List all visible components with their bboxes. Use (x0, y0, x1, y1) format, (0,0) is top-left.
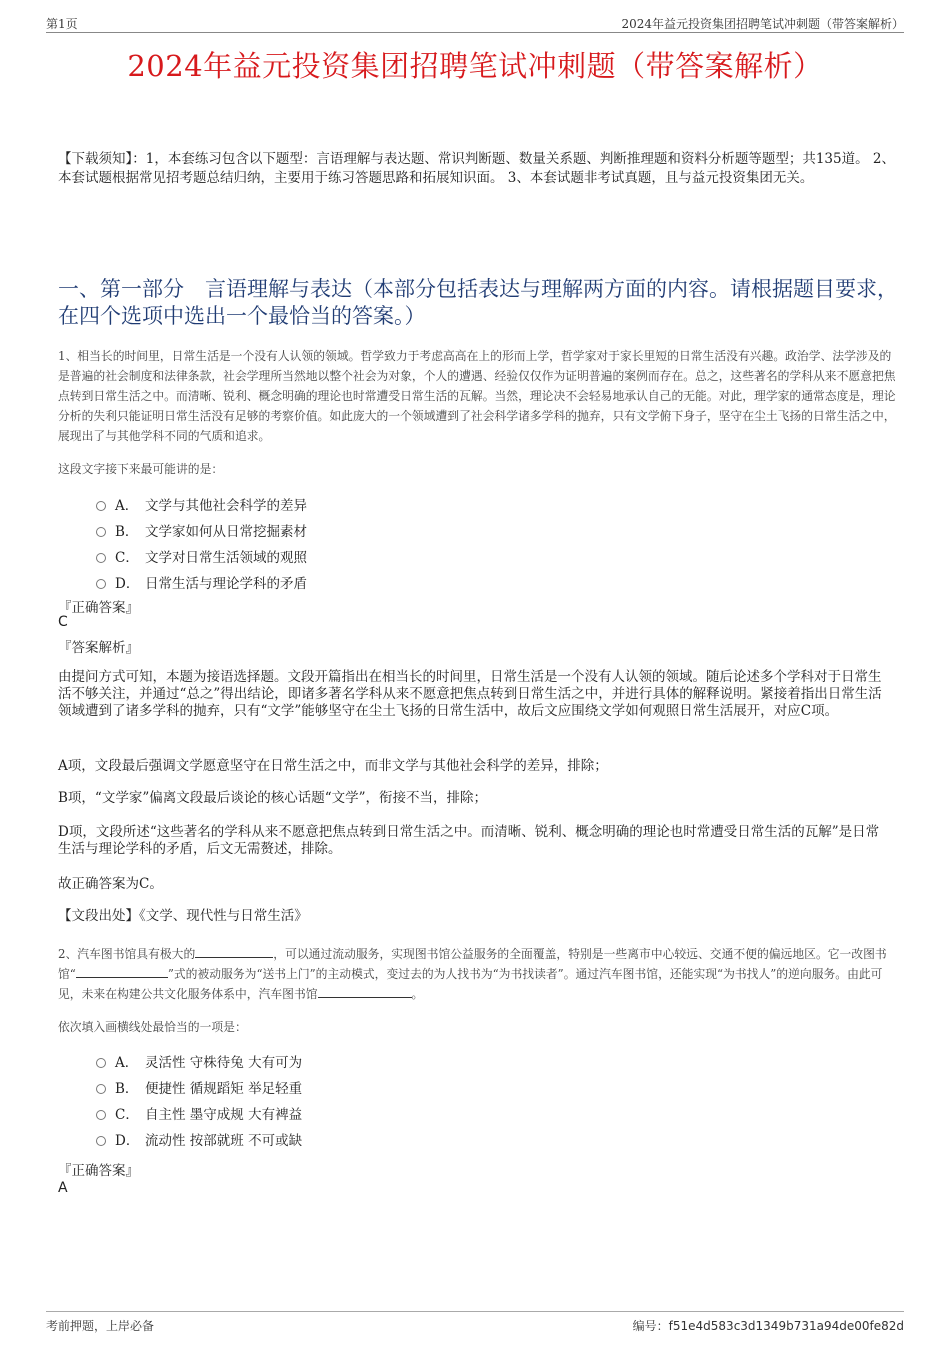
question-1-stem: 1、相当长的时间里，日常生活是一个没有人认领的领域。哲学致力于考虑高高在上的形而上学，哲学家对于家长里短的日常生活没有兴趣。政治学、法学涉及的是普遍的社会制度和法律条款，社会学理所当然地以整个社会为对象，个人的遭遇、经验仅仅作为证明普遍的案例而存在。总之，这些著名的学科从来不愿意把焦点转到日常生活之中。而清晰、锐利、概念明确的理论也时常遭受日常生活的瓦解。当然，理论决不会轻易地承认自己的无能。对此，理学家的通常态度是，理论分析的失利只能证明日常生活没有足够的考察价值。如此庞大的一个领域遭到了社会科学诸多学科的抛弃，只有文学俯下身子，坚守在尘土飞扬的日常生活之中，展现出了与其他学科不同的气质和追求。 (58, 349, 896, 443)
option-key: C． (115, 550, 139, 566)
fill-blank (76, 965, 168, 978)
q2-option-b[interactable] (96, 1079, 302, 1099)
document-title: 2024年益元投资集团招聘笔试冲刺题（带答案解析） (127, 49, 823, 83)
q1-source: 【文段出处】《文学、现代性与日常生活》 (58, 908, 308, 924)
q1-option-c[interactable] (96, 548, 307, 568)
page-footer (46, 1311, 904, 1334)
radio-icon[interactable] (96, 501, 106, 511)
radio-icon[interactable] (96, 1084, 106, 1094)
option-key: D． (115, 576, 140, 592)
stem-text: ”式的被动服务为“送书上门”的主动模式，变过去的为人找书为“为书找读者”。通过汽车图书馆，还能实现“为书找人”的逆向服务。由此可见，未来在构建公共文化服务体系中，汽车图书馆 (58, 967, 883, 1001)
q1-analysis-paragraph: 由提问方式可知，本题为接语选择题。文段开篇指出在相当长的时间里，日常生活是一个没有人认领的领域。随后论述多个学科对于日常生活不够关注，并通过“总之”得出结论，即诸多著名学科从来不愿意把焦点转到日常生活之中，并进行具体的解释说明。紧接着指出日常生活领域遭到了诸多学科的抛弃，只有“文学”能够坚守在尘土飞扬的日常生活中，故后文应围绕文学如何观照日常生活展开，对应C项。 (58, 669, 882, 719)
option-text: 日常生活与理论学科的矛盾 (145, 576, 307, 592)
q1-analysis-label: 『答案解析』 (58, 640, 139, 656)
stem-text: 2、汽车图书馆具有极大的 (58, 947, 196, 961)
option-text: 文学与其他社会科学的差异 (145, 498, 307, 514)
option-key: C． (115, 1107, 139, 1123)
download-notice: 【下载须知】：1，本套练习包含以下题型：言语理解与表达题、常识判断题、数量关系题、判断推理题和资料分析题等题型；共135道。 2、本套试题根据常见招考题总结归纳，主要用于练习答题思路和拓展知识面。 3、本套试题非考试真题，且与益元投资集团无关。 (58, 151, 895, 186)
q1-option-d[interactable] (96, 574, 307, 594)
header-doc-title: 2024年益元投资集团招聘笔试冲刺题（带答案解析） (621, 17, 904, 31)
section-heading: 一、第一部分 言语理解与表达（本部分包括表达与理解两方面的内容。请根据题目要求，在四个选项中选出一个最恰当的答案。） (58, 277, 898, 328)
q2-answer: A (58, 1180, 68, 1196)
fill-blank (195, 945, 273, 958)
q2-answer-label: 『正确答案』 (58, 1163, 139, 1179)
question-2-prompt: 依次填入画横线处最恰当的一项是： (58, 1020, 247, 1034)
q2-option-a[interactable] (96, 1053, 302, 1073)
stem-text: 。 (411, 987, 424, 1001)
code-label: 编号： (632, 1319, 669, 1333)
question-1-prompt: 这段文字接下来最可能讲的是： (58, 462, 224, 476)
q1-analysis-paragraph: D项，文段所述“这些著名的学科从来不愿意把焦点转到日常生活之中。而清晰、锐利、概念明确的理论也时常遭受日常生活的瓦解”是日常生活与理论学科的矛盾，后文无需赘述，排除。 (58, 824, 880, 857)
footer-slogan: 考前押题，上岸必备 (46, 1319, 155, 1333)
q1-answer: C (58, 614, 68, 630)
option-key: D． (115, 1133, 140, 1149)
option-text: 灵活性 守株待兔 大有可为 (145, 1055, 303, 1071)
q1-analysis-paragraph: A项，文段最后强调文学愿意坚守在日常生活之中，而非文学与其他社会科学的差异，排除； (58, 758, 608, 774)
page-number: 第1页 (46, 17, 78, 31)
question-2-stem (58, 944, 900, 1004)
radio-icon[interactable] (96, 553, 106, 563)
code-value: f51e4d583c3d1349b731a94de00fe82d (668, 1319, 904, 1333)
q1-option-a[interactable] (96, 496, 307, 516)
option-text: 文学家如何从日常挖掘素材 (145, 524, 307, 540)
page-header (46, 12, 904, 33)
q2-option-d[interactable] (96, 1131, 302, 1151)
fill-blank (318, 985, 412, 998)
stem-text: ，可以通过流动服务，实现图书馆公益服务的全面覆盖，特别是一些离市中心较远、交通不便的偏远地区。它一改图书馆“ (58, 947, 887, 981)
option-key: B． (115, 1081, 139, 1097)
option-key: A． (115, 498, 139, 514)
radio-icon[interactable] (96, 527, 106, 537)
radio-icon[interactable] (96, 579, 106, 589)
option-key: A． (115, 1055, 139, 1071)
radio-icon[interactable] (96, 1058, 106, 1068)
q1-analysis-paragraph: B项，“文学家”偏离文段最后谈论的核心话题“文学”，衔接不当，排除； (58, 790, 488, 806)
option-text: 便捷性 循规蹈矩 举足轻重 (145, 1081, 303, 1097)
radio-icon[interactable] (96, 1136, 106, 1146)
q1-option-b[interactable] (96, 522, 307, 542)
option-text: 流动性 按部就班 不可或缺 (145, 1133, 303, 1149)
option-key: B． (115, 524, 139, 540)
document-code (633, 1317, 904, 1334)
q1-answer-label: 『正确答案』 (58, 600, 139, 616)
radio-icon[interactable] (96, 1110, 106, 1120)
q1-analysis-paragraph: 故正确答案为C。 (58, 876, 163, 892)
option-text: 文学对日常生活领域的观照 (145, 550, 307, 566)
q2-option-c[interactable] (96, 1105, 302, 1125)
option-text: 自主性 墨守成规 大有裨益 (145, 1107, 303, 1123)
